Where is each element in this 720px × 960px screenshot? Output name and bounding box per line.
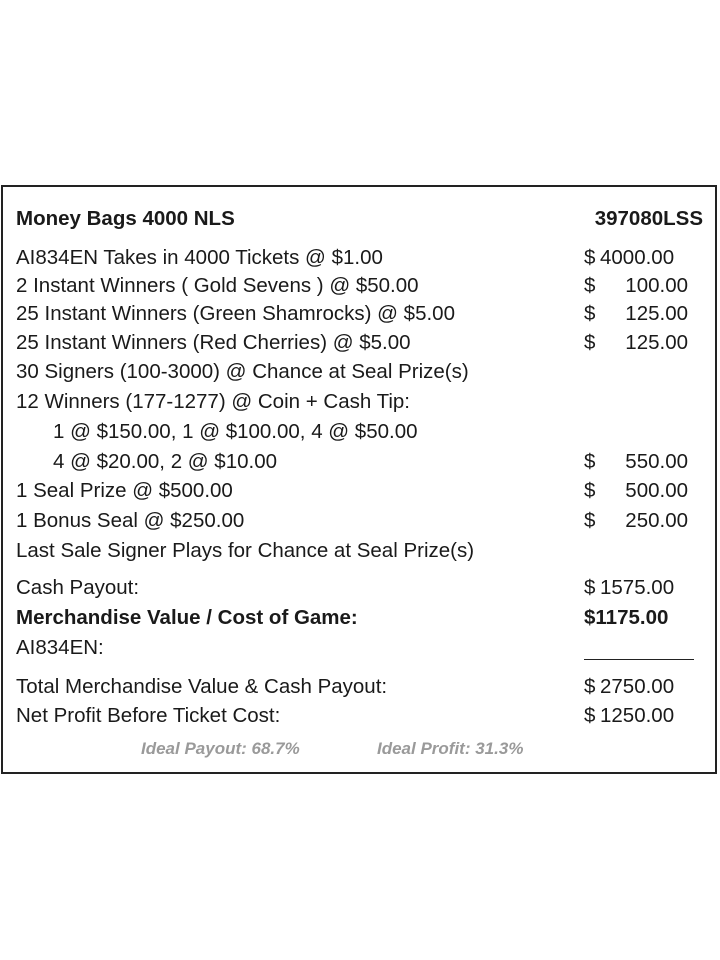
merchandise-row: [16, 604, 715, 632]
amount-value: 1250.00: [600, 704, 675, 727]
blank-entry-label: AI834EN:: [16, 636, 104, 659]
game-title: Money Bags 4000 NLS: [16, 207, 235, 230]
game-code: 397080LSS: [594, 207, 703, 230]
total-label: Total Merchandise Value & Cash Payout:: [16, 675, 388, 698]
line-item-label: Last Sale Signer Plays for Chance at Seal Prize(s): [16, 539, 475, 562]
amount-value: 250.00: [625, 509, 688, 532]
header-row: [16, 205, 715, 233]
merchandise-label: Merchandise Value / Cost of Game:: [16, 606, 358, 629]
line-item-label: 25 Instant Winners (Green Shamrocks) @ $5.00: [16, 302, 455, 325]
line-item-label: AI834EN Takes in 4000 Tickets @ $1.00: [16, 246, 383, 269]
amount-value: 500.00: [625, 479, 688, 502]
cash-payout-row: [16, 574, 715, 602]
amount-value: 100.00: [625, 274, 688, 297]
footer: [3, 739, 715, 765]
currency-symbol: $: [584, 509, 596, 532]
currency-symbol: $: [584, 479, 596, 502]
line-item: [16, 329, 715, 357]
amount-value: 550.00: [625, 450, 688, 473]
currency-symbol: $: [584, 576, 596, 599]
line-item: [16, 448, 715, 476]
amount-value: 4000.00: [600, 246, 675, 269]
amount-value: 2750.00: [600, 675, 675, 698]
line-item-label: 1 @ $150.00, 1 @ $100.00, 4 @ $50.00: [53, 420, 418, 443]
currency-symbol: $: [584, 704, 596, 727]
line-item: [16, 272, 715, 300]
line-item-label: 30 Signers (100-3000) @ Chance at Seal Prize(s): [16, 360, 469, 383]
net-profit-row: [16, 702, 715, 730]
line-item: [16, 537, 715, 565]
line-item-label: 25 Instant Winners (Red Cherries) @ $5.00: [16, 331, 411, 354]
ideal-payout: Ideal Payout: 68.7%: [141, 739, 300, 758]
line-item: [16, 244, 715, 272]
line-item: [16, 418, 715, 446]
line-item: [16, 477, 715, 505]
amount-value: 125.00: [625, 302, 688, 325]
line-item-label: 1 Seal Prize @ $500.00: [16, 479, 233, 502]
blank-entry-row: [16, 634, 715, 662]
amount-value: $1175.00: [584, 606, 669, 629]
total-row: [16, 673, 715, 701]
currency-symbol: $: [584, 450, 596, 473]
line-item-label: 2 Instant Winners ( Gold Sevens ) @ $50.00: [16, 274, 419, 297]
currency-symbol: $: [584, 331, 596, 354]
line-item-label: 12 Winners (177-1277) @ Coin + Cash Tip:: [16, 390, 410, 413]
blank-entry-line: [584, 659, 694, 660]
line-item-label: 1 Bonus Seal @ $250.00: [16, 509, 245, 532]
ideal-profit: Ideal Profit: 31.3%: [377, 739, 524, 758]
game-flare-card: [1, 185, 717, 774]
line-item: [16, 388, 715, 416]
line-item: [16, 507, 715, 535]
line-item-label: 4 @ $20.00, 2 @ $10.00: [53, 450, 277, 473]
cash-payout-label: Cash Payout:: [16, 576, 140, 599]
net-profit-label: Net Profit Before Ticket Cost:: [16, 704, 281, 727]
currency-symbol: $: [584, 274, 596, 297]
amount-value: 1575.00: [600, 576, 675, 599]
amount-value: 125.00: [625, 331, 688, 354]
line-item: [16, 300, 715, 328]
currency-symbol: $: [584, 246, 596, 269]
currency-symbol: $: [584, 302, 596, 325]
currency-symbol: $: [584, 675, 596, 698]
line-item: [16, 358, 715, 386]
